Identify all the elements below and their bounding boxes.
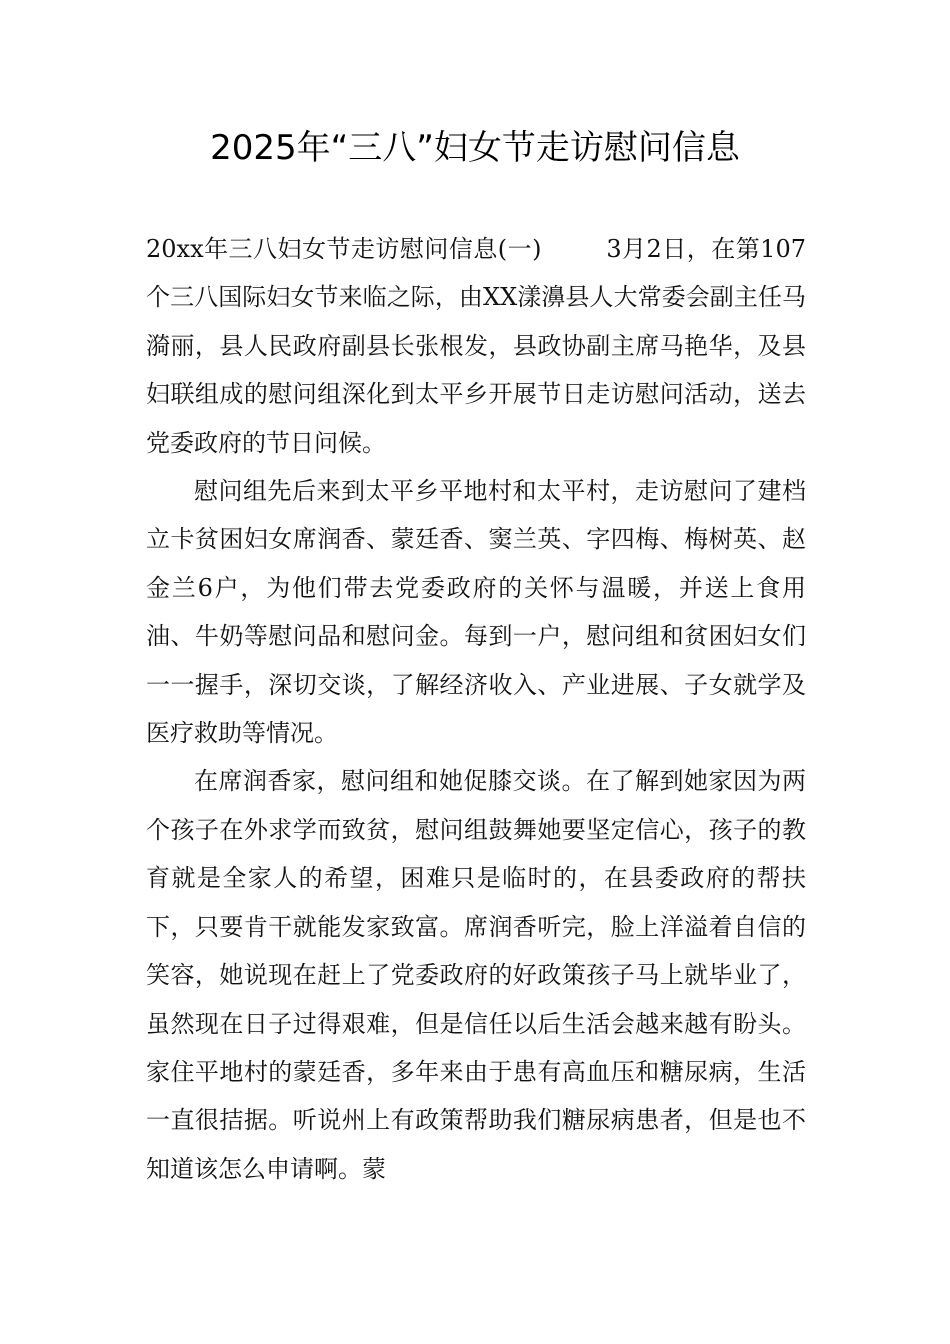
paragraph-2: 慰问组先后来到太平乡平地村和太平村，走访慰问了建档立卡贫困妇女席润香、蒙廷香、窦兰英、字四梅、梅树英、赵金兰6户，为他们带去党委政府的关怀与温暖，并送上食用油、牛奶等慰问品和慰问金。每到一户，慰问组和贫困妇女们一一握手，深切交谈，了解经济收入、产业进展、子女就学及医疗救助等情况。 (146, 477, 806, 748)
paragraph-3: 在席润香家，慰问组和她促膝交谈。在了解到她家因为两个孩子在外求学而致贫，慰问组鼓舞她要坚定信心，孩子的教育就是全家人的希望，困难只是临时的，在县委政府的帮扶下，只要肯干就能发家致富。席润香听完，脸上洋溢着自信的笑容，她说现在赶上了党委政府的好政策孩子马上就毕业了，虽然现在日子过得艰难，但是信任以后生活会越来越有盼头。家住平地村的蒙廷香，多年来由于患有高血压和糖尿病，生活一直很拮据。听说州上有政策帮助我们糖尿病患者，但是也不知道该怎么申请啊。蒙 (146, 767, 806, 1183)
paragraph-text: 3月2日，在第107个三八国际妇女节来临之际，由XX漾濞县人大常委会副主任马漪丽，县人民政府副县长张根发，县政协副主席马艳华，及县妇联组成的慰问组深化到太平乡开展节日走访慰问活动，送去党委政府的节日问候。 (146, 235, 806, 457)
paragraph-1 (146, 225, 806, 467)
paragraph-lead: 20xx年三八妇女节走访慰问信息(一) (146, 235, 542, 263)
document-body (146, 225, 806, 1193)
document-title: 2025年“三八”妇女节走访慰问信息 (210, 128, 740, 168)
